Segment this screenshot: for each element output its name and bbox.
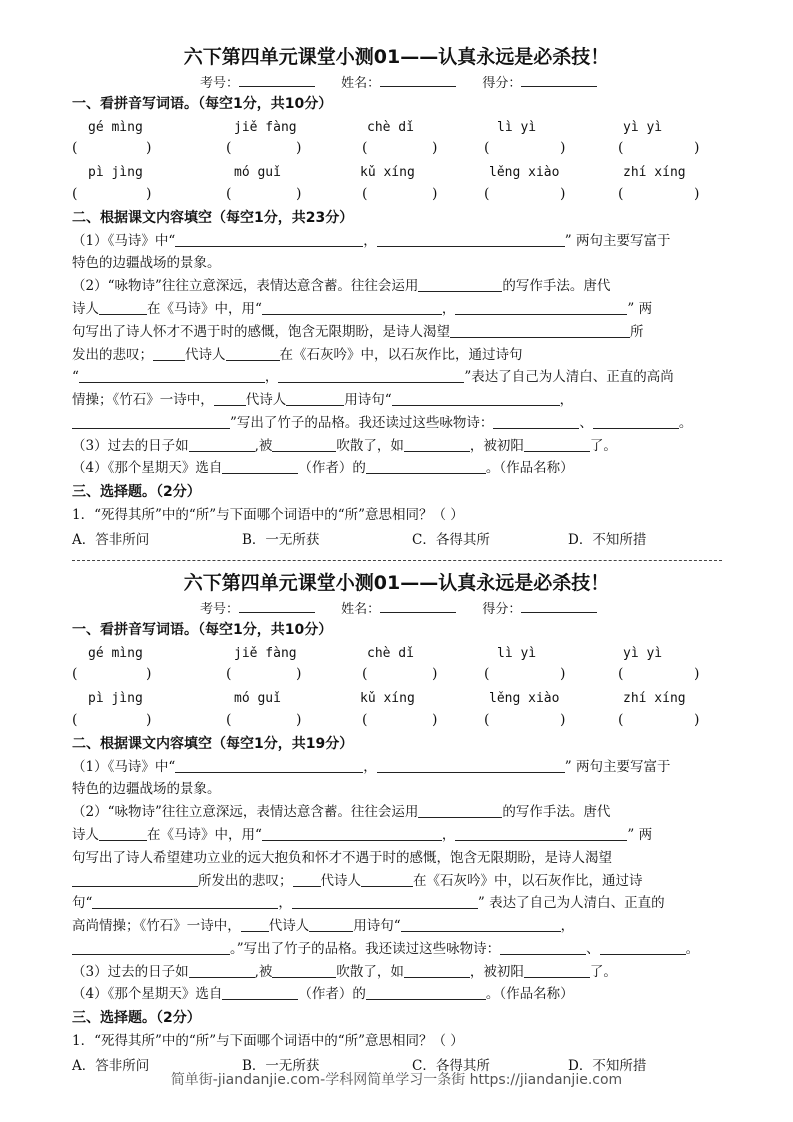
pinyin-item: mó guǐ [234, 165, 281, 180]
pinyin-item: lì yì [497, 120, 537, 135]
score-blank[interactable] [521, 74, 597, 87]
fill-blank[interactable] [189, 436, 255, 452]
pinyin-row-1 [0, 120, 793, 140]
pinyin-item: kǔ xíng [360, 165, 415, 180]
answer-paren-row-2 [0, 712, 793, 732]
section-2-heading: 二、根据课文内容填空（每空1分，共19分） [72, 736, 354, 752]
line-text: （2）“咏物诗”往往立意深远，表情达意含蓄。往往会运用 [72, 804, 419, 820]
quiz-title: 六下第四单元课堂小测01——认真永远是必杀技！ [183, 572, 610, 594]
paren-open: ( [72, 712, 78, 728]
exam-number-blank[interactable] [239, 74, 315, 87]
line-text: 、 [579, 415, 593, 431]
fill-blank[interactable] [593, 413, 679, 429]
pinyin-row-2 [0, 691, 793, 711]
paren-close: ) [296, 140, 302, 156]
paren-close: ) [694, 712, 700, 728]
fill-blank[interactable] [418, 276, 502, 292]
paren-open: ( [618, 140, 624, 156]
pinyin-item: yì yì [623, 646, 663, 661]
line-text: ,被 [254, 964, 273, 980]
fill-blank[interactable] [92, 893, 278, 909]
line-text: ” 两 [627, 827, 653, 843]
line-text: 用诗句“ [344, 392, 392, 408]
name-label: 姓名： [341, 76, 381, 91]
paren-close: ) [432, 666, 438, 682]
fill-blank[interactable] [175, 231, 363, 247]
line-text: （1）《马诗》中“ [72, 759, 176, 775]
line-text: 了。 [589, 438, 617, 454]
fill-blank[interactable] [278, 367, 464, 383]
pinyin-item: lì yì [497, 646, 537, 661]
fill-line [72, 938, 722, 960]
line-text: ” 表达了自己为人清白、正直的 [477, 895, 665, 911]
line-text: 。（作品名称） [485, 460, 574, 476]
paren-open: ( [226, 140, 232, 156]
fill-line [72, 756, 722, 778]
line-text: （3）过去的日子如 [72, 438, 189, 454]
fill-blank[interactable] [262, 825, 442, 841]
option-b[interactable]: B．一无所获 [242, 532, 320, 548]
line-text: 了。 [589, 964, 617, 980]
fill-blank[interactable] [361, 871, 413, 887]
paren-open: ( [618, 712, 624, 728]
fill-blank[interactable] [79, 367, 265, 383]
line-text: （1）《马诗》中“ [72, 233, 176, 249]
fill-blank[interactable] [99, 825, 147, 841]
score-label: 得分： [482, 76, 522, 91]
line-text: 吹散了，如 [336, 964, 404, 980]
fill-line [72, 961, 722, 983]
fill-blank[interactable] [286, 390, 344, 406]
fill-blank[interactable] [404, 962, 470, 978]
fill-blank[interactable] [500, 939, 586, 955]
pinyin-item: lěng xiào [489, 691, 560, 706]
pinyin-item: gé mìng [88, 120, 143, 135]
line-text: 在《石灰吟》中，以石灰作比，通过诗句 [279, 347, 523, 363]
fill-blank[interactable] [189, 962, 255, 978]
fill-line [72, 824, 722, 846]
line-text: 。”写出了竹子的品格。我还读过这些咏物诗： [230, 941, 501, 957]
option-b[interactable]: B．一无所获 [242, 1058, 320, 1074]
paren-close: ) [560, 186, 566, 202]
fill-line [72, 457, 722, 479]
paren-close: ) [560, 712, 566, 728]
fill-line [72, 298, 722, 320]
paren-close: ) [146, 186, 152, 202]
fill-blank[interactable] [493, 413, 579, 429]
fill-blank[interactable] [401, 916, 561, 932]
line-text: ， [278, 895, 292, 911]
paren-close: ) [146, 712, 152, 728]
line-text: ， [559, 392, 574, 408]
line-text: “ [72, 369, 79, 385]
pinyin-item: jiě fàng [234, 646, 297, 661]
section-3-heading: 三、选择题。（2分） [72, 1010, 201, 1026]
fill-blank[interactable] [272, 436, 336, 452]
pinyin-item: lěng xiào [489, 165, 560, 180]
line-text: （3）过去的日子如 [72, 964, 189, 980]
score-blank[interactable] [521, 600, 597, 613]
line-text: ” 两句主要写富于 [564, 759, 671, 775]
line-text: 情操；《竹石》一诗中， [72, 392, 214, 408]
answer-paren-row-2 [0, 186, 793, 206]
fill-blank[interactable] [293, 871, 321, 887]
pinyin-item: kǔ xíng [360, 691, 415, 706]
fill-blank[interactable] [377, 757, 565, 773]
fill-line [72, 870, 722, 892]
fill-line [72, 915, 722, 937]
line-text: 代诗人 [268, 918, 310, 934]
question-1: 1．“死得其所”中的“所”与下面哪个词语中的“所”意思相同？（ ） [72, 507, 464, 523]
paren-open: ( [226, 666, 232, 682]
fill-blank[interactable] [309, 916, 353, 932]
pinyin-item: chè dǐ [367, 646, 414, 661]
pinyin-row-1 [0, 646, 793, 666]
paren-open: ( [226, 186, 232, 202]
paren-close: ) [432, 712, 438, 728]
cut-line-divider [72, 560, 722, 561]
line-text: ”写出了竹子的品格。我还读过这些咏物诗： [230, 415, 494, 431]
line-text: ,被 [254, 438, 273, 454]
fill-line [72, 366, 722, 388]
fill-blank[interactable] [72, 939, 230, 955]
line-text: 所 [630, 324, 644, 340]
line-text: ， [441, 827, 456, 843]
fill-blank[interactable] [404, 436, 470, 452]
fill-line [72, 983, 722, 1005]
fill-blank[interactable] [262, 299, 442, 315]
paren-open: ( [362, 666, 368, 682]
pinyin-item: jiě fàng [234, 120, 297, 135]
paren-close: ) [432, 140, 438, 156]
line-text: 句写出了诗人怀才不遇于时的感慨，饱含无限期盼，是诗人渴望 [72, 324, 450, 340]
fill-line [72, 801, 722, 823]
fill-line [72, 389, 722, 411]
line-text: 。 [685, 941, 700, 957]
line-text: ” 两句主要写富于 [564, 233, 671, 249]
answer-paren-row-1 [0, 140, 793, 160]
paren-close: ) [560, 666, 566, 682]
watermark-footer: 简单街-jiandanjie.com-学科网简单学习一条街 https://jiandanjie.com [170, 1072, 623, 1088]
fill-blank[interactable] [222, 458, 298, 474]
line-text: 代诗人 [245, 392, 287, 408]
paren-close: ) [432, 186, 438, 202]
fill-blank[interactable] [175, 757, 363, 773]
pinyin-item: yì yì [623, 120, 663, 135]
fill-blank[interactable] [222, 984, 298, 1000]
line-text: ” 两 [627, 301, 653, 317]
line-text: （4）《那个星期天》选自 [72, 986, 223, 1002]
line-text: （作者）的 [298, 460, 366, 476]
option-a[interactable]: A．答非所问 [72, 1058, 150, 1074]
paren-close: ) [296, 712, 302, 728]
line-text: 发出的悲叹； [72, 347, 153, 363]
line-text: 代诗人 [320, 873, 361, 889]
section-1-heading: 一、看拼音写词语。（每空1分，共10分） [72, 96, 333, 112]
line-text: 句“ [72, 895, 93, 911]
paren-close: ) [296, 186, 302, 202]
fill-blank[interactable] [392, 390, 560, 406]
pinyin-item: gé mìng [88, 646, 143, 661]
line-text: 在《马诗》中，用“ [147, 301, 262, 317]
line-text: 用诗句“ [353, 918, 401, 934]
quiz-title: 六下第四单元课堂小测01——认真永远是必杀技！ [183, 46, 610, 68]
option-c[interactable]: C．各得其所 [412, 1058, 490, 1074]
line-text: 诗人 [72, 827, 99, 843]
pinyin-item: zhí xíng [623, 691, 686, 706]
paren-close: ) [296, 666, 302, 682]
option-c[interactable]: C．各得其所 [412, 532, 490, 548]
exam-number-blank[interactable] [239, 600, 315, 613]
option-d[interactable]: D．不知所措 [568, 1058, 647, 1074]
paren-open: ( [72, 666, 78, 682]
section-3-heading: 三、选择题。（2分） [72, 484, 201, 500]
fill-line [72, 344, 722, 366]
paren-open: ( [484, 666, 490, 682]
line-text: 吹散了，如 [336, 438, 404, 454]
line-text: 、 [586, 941, 600, 957]
fill-line [72, 275, 722, 297]
line-text: ”表达了自己为人清白、正直的高尚 [464, 369, 674, 385]
fill-blank[interactable] [450, 322, 630, 338]
line-text: 在《石灰吟》中，以石灰作比，通过诗 [413, 873, 643, 889]
fill-blank[interactable] [272, 962, 336, 978]
score-label: 得分： [482, 602, 522, 617]
line-text: 诗人 [72, 301, 99, 317]
exam-number-label: 考号： [200, 602, 240, 617]
line-text: 高尚情操；《竹石》一诗中， [72, 918, 241, 934]
pinyin-item: zhí xíng [623, 165, 686, 180]
fill-blank[interactable] [377, 231, 565, 247]
line-text: ，被初阳 [469, 964, 524, 980]
line-text: 所发出的悲叹； [198, 873, 293, 889]
fill-blank[interactable] [153, 345, 185, 361]
fill-blank[interactable] [418, 802, 502, 818]
fill-blank[interactable] [241, 916, 269, 932]
paren-close: ) [560, 140, 566, 156]
paren-close: ) [694, 186, 700, 202]
line-text: ， [441, 301, 456, 317]
fill-line [72, 412, 722, 434]
exam-number-label: 考号： [200, 76, 240, 91]
paren-open: ( [226, 712, 232, 728]
paren-close: ) [146, 666, 152, 682]
paren-open: ( [618, 666, 624, 682]
paren-open: ( [484, 186, 490, 202]
line-text: ，被初阳 [469, 438, 524, 454]
fill-line [72, 321, 722, 343]
line-text: 的写作手法。唐代 [502, 278, 611, 294]
fill-blank[interactable] [600, 939, 686, 955]
fill-blank[interactable] [292, 893, 478, 909]
student-info-line [200, 600, 619, 619]
pinyin-row-2 [0, 165, 793, 185]
paren-close: ) [694, 140, 700, 156]
question-1: 1．“死得其所”中的“所”与下面哪个词语中的“所”意思相同？（ ） [72, 1033, 464, 1049]
paren-open: ( [362, 712, 368, 728]
option-a[interactable]: A．答非所问 [72, 532, 150, 548]
line-text: 特色的边疆战场的景象。 [72, 255, 221, 271]
fill-blank[interactable] [99, 299, 147, 315]
line-text: （2）“咏物诗”往往立意深远，表情达意含蓄。往往会运用 [72, 278, 419, 294]
fill-line [72, 435, 722, 457]
fill-blank[interactable] [366, 458, 486, 474]
name-blank[interactable] [380, 74, 456, 87]
paren-open: ( [72, 186, 78, 202]
name-label: 姓名： [341, 602, 381, 617]
fill-line [72, 778, 722, 800]
answer-paren-row-1 [0, 666, 793, 686]
section-2-heading: 二、根据课文内容填空（每空1分，共23分） [72, 210, 354, 226]
fill-blank[interactable] [72, 413, 230, 429]
pinyin-item: pì jìng [88, 691, 143, 706]
option-d[interactable]: D．不知所措 [568, 532, 647, 548]
line-text: 在《马诗》中，用“ [147, 827, 262, 843]
line-text: （作者）的 [298, 986, 366, 1002]
fill-line [72, 252, 722, 274]
line-text: 的写作手法。唐代 [502, 804, 611, 820]
fill-line [72, 230, 722, 252]
paren-open: ( [362, 140, 368, 156]
student-info-line [200, 74, 619, 93]
fill-line [72, 892, 722, 914]
paren-open: ( [484, 140, 490, 156]
fill-blank[interactable] [366, 984, 486, 1000]
fill-blank[interactable] [455, 825, 627, 841]
line-text: 。 [678, 415, 693, 431]
line-text: 代诗人 [185, 347, 226, 363]
paren-open: ( [484, 712, 490, 728]
section-1-heading: 一、看拼音写词语。（每空1分，共10分） [72, 622, 333, 638]
line-text: ， [560, 918, 575, 934]
fill-blank[interactable] [72, 871, 198, 887]
fill-blank[interactable] [214, 390, 246, 406]
pinyin-item: chè dǐ [367, 120, 414, 135]
fill-line [72, 847, 722, 869]
line-text: ， [363, 759, 377, 775]
pinyin-item: mó guǐ [234, 691, 281, 706]
line-text: 特色的边疆战场的景象。 [72, 781, 221, 797]
line-text: 句写出了诗人希望建功立业的远大抱负和怀才不遇于时的感慨，饱含无限期盼，是诗人渴望 [72, 850, 612, 866]
line-text: ， [264, 369, 279, 385]
name-blank[interactable] [380, 600, 456, 613]
fill-blank[interactable] [524, 962, 590, 978]
fill-blank[interactable] [524, 436, 590, 452]
line-text: 。（作品名称） [485, 986, 574, 1002]
paren-open: ( [72, 140, 78, 156]
pinyin-item: pì jìng [88, 165, 143, 180]
fill-blank[interactable] [226, 345, 280, 361]
fill-blank[interactable] [455, 299, 627, 315]
paren-open: ( [618, 186, 624, 202]
paren-close: ) [694, 666, 700, 682]
paren-close: ) [146, 140, 152, 156]
line-text: ， [363, 233, 377, 249]
paren-open: ( [362, 186, 368, 202]
line-text: （4）《那个星期天》选自 [72, 460, 223, 476]
